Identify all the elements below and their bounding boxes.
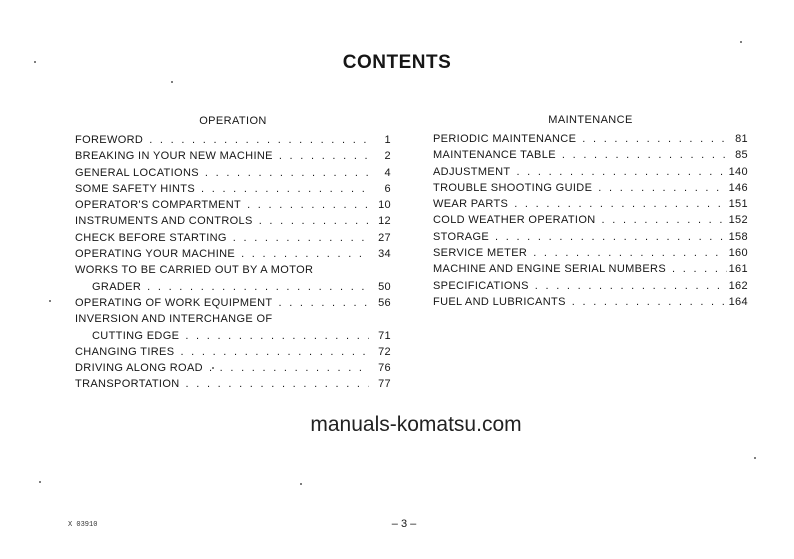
toc-entry-page: 161 <box>728 263 748 276</box>
toc-entry-label: INVERSION AND INTERCHANGE OF <box>75 313 273 326</box>
scan-speck <box>49 300 51 302</box>
toc-entry-label: OPERATING OF WORK EQUIPMENT <box>75 296 273 309</box>
dot-leader <box>233 230 369 246</box>
dot-leader <box>562 147 732 163</box>
dot-leader <box>572 294 727 310</box>
maintenance-toc-list <box>433 131 748 310</box>
toc-entry-label: PERIODIC MAINTENANCE <box>433 133 577 145</box>
toc-entry-changing-tires[interactable] <box>75 344 391 360</box>
dot-leader <box>209 360 369 376</box>
toc-entry-label: OPERATOR'S COMPARTMENT <box>75 199 242 212</box>
toc-entry-works-motor-grader-line2[interactable] <box>75 279 391 295</box>
dot-leader <box>205 165 369 181</box>
toc-entry-label: FUEL AND LUBRICANTS <box>433 295 566 308</box>
toc-entry-label: STORAGE <box>433 230 490 243</box>
toc-entry-cutting-edge-line2[interactable] <box>75 328 391 344</box>
toc-entry-label: GENERAL LOCATIONS <box>75 166 199 179</box>
toc-entry-specifications[interactable] <box>433 278 748 294</box>
toc-entry-label: MAINTENANCE TABLE <box>433 149 556 162</box>
scan-speck <box>740 41 742 43</box>
toc-entry-label: COLD WEATHER OPERATION <box>433 214 596 227</box>
toc-entry-transportation[interactable] <box>75 376 391 392</box>
toc-entry-service-meter[interactable] <box>433 245 748 261</box>
dot-leader <box>186 376 369 392</box>
toc-entry-label: GRADER <box>92 280 142 293</box>
toc-entry-label: CHECK BEFORE STARTING <box>75 231 227 244</box>
toc-entry-label: CUTTING EDGE <box>92 329 180 342</box>
toc-entry-label: SERVICE METER <box>433 247 528 260</box>
toc-entry-page: 152 <box>728 214 748 227</box>
page-number: – 3 – <box>391 518 417 530</box>
toc-entry-label: MACHINE AND ENGINE SERIAL NUMBERS <box>433 263 667 276</box>
document-code: X 03910 <box>68 521 98 529</box>
dot-leader <box>582 131 732 147</box>
dot-leader <box>514 196 726 212</box>
dot-leader <box>598 180 726 196</box>
toc-entry-works-motor-grader-line1[interactable] <box>75 262 391 278</box>
toc-entry-safety-hints[interactable] <box>75 181 391 197</box>
toc-entry-storage[interactable] <box>433 229 748 245</box>
toc-entry-label: OPERATING YOUR MACHINE <box>75 248 236 261</box>
toc-entry-page: 164 <box>728 295 748 308</box>
dot-leader <box>495 229 727 245</box>
dot-leader <box>279 148 369 164</box>
dot-leader <box>147 279 369 295</box>
toc-entry-page: 76 <box>378 362 391 375</box>
dot-leader <box>278 295 369 311</box>
toc-entry-page: 56 <box>378 296 391 309</box>
scan-speck <box>300 483 302 485</box>
toc-entry-wear-parts[interactable] <box>433 196 748 212</box>
toc-entry-page: 6 <box>384 182 391 195</box>
toc-entry-page: 50 <box>378 280 391 293</box>
dot-leader <box>185 328 369 344</box>
maintenance-section <box>433 113 748 310</box>
toc-entry-instruments-controls[interactable] <box>75 213 391 229</box>
toc-entry-page: 81 <box>735 133 748 145</box>
toc-entry-page: 27 <box>378 231 391 244</box>
toc-entry-periodic-maintenance[interactable] <box>433 131 748 147</box>
toc-entry-cutting-edge-line1[interactable] <box>75 311 391 327</box>
dot-leader <box>602 212 727 228</box>
toc-entry-page: 34 <box>378 248 391 261</box>
toc-entry-page: 12 <box>378 215 391 228</box>
toc-entry-page: 2 <box>384 150 391 163</box>
toc-entry-trouble-shooting[interactable] <box>433 180 748 196</box>
toc-entry-page: 72 <box>378 345 391 358</box>
toc-entry-label: BREAKING IN YOUR NEW MACHINE <box>75 150 273 163</box>
toc-entry-page: 77 <box>378 378 391 391</box>
dot-leader <box>259 213 369 229</box>
scan-speck <box>212 367 214 369</box>
toc-entry-page: 85 <box>735 149 748 162</box>
toc-entry-page: 151 <box>728 198 748 211</box>
dot-leader <box>241 246 369 262</box>
toc-entry-label: SOME SAFETY HINTS <box>75 182 196 195</box>
toc-entry-label: ADJUSTMENT <box>433 165 511 178</box>
toc-entry-page: 10 <box>378 199 391 212</box>
dot-leader <box>535 278 727 294</box>
toc-entry-label: CHANGING TIRES <box>75 345 175 358</box>
dot-leader <box>533 245 726 261</box>
toc-entry-label: WORKS TO BE CARRIED OUT BY A MOTOR <box>75 264 314 277</box>
dot-leader <box>201 181 369 197</box>
toc-entry-serial-numbers[interactable] <box>433 261 748 277</box>
scan-speck <box>34 61 36 63</box>
dot-leader <box>247 197 369 213</box>
toc-entry-maintenance-table[interactable] <box>433 147 748 163</box>
toc-entry-label: SPECIFICATIONS <box>433 279 529 292</box>
toc-entry-page: 4 <box>384 166 391 179</box>
scan-speck <box>39 481 41 483</box>
toc-entry-cold-weather[interactable] <box>433 212 748 228</box>
dot-leader <box>180 344 369 360</box>
toc-entry-general-locations[interactable] <box>75 165 391 181</box>
operation-toc-list <box>75 132 391 393</box>
toc-entry-check-before-starting[interactable] <box>75 230 391 246</box>
operation-heading: OPERATION <box>199 115 267 127</box>
scan-speck <box>754 457 756 459</box>
toc-entry-operating-machine[interactable] <box>75 246 391 262</box>
toc-entry-foreword[interactable] <box>75 132 391 148</box>
toc-entry-page: 140 <box>728 165 748 178</box>
toc-entry-label: WEAR PARTS <box>433 198 509 211</box>
dot-leader <box>516 164 726 180</box>
toc-entry-breaking-in[interactable] <box>75 148 391 164</box>
toc-entry-adjustment[interactable] <box>433 164 748 180</box>
toc-entry-label: TROUBLE SHOOTING GUIDE <box>433 181 593 194</box>
scan-speck <box>171 81 173 83</box>
toc-entry-work-equipment[interactable] <box>75 295 391 311</box>
toc-entry-operators-compartment[interactable] <box>75 197 391 213</box>
dot-leader <box>149 132 369 148</box>
toc-entry-label: FOREWORD <box>75 134 144 146</box>
toc-entry-fuel-lubricants[interactable] <box>433 294 748 310</box>
page-title: CONTENTS <box>342 52 452 73</box>
dot-leader <box>672 261 727 277</box>
toc-entry-page: 1 <box>384 134 391 146</box>
toc-entry-label: DRIVING ALONG ROAD <box>75 362 203 375</box>
toc-entry-page: 71 <box>378 329 391 342</box>
website-watermark: manuals-komatsu.com <box>310 413 522 436</box>
toc-entry-page: 158 <box>728 230 748 243</box>
maintenance-heading: MAINTENANCE <box>548 114 633 126</box>
operation-section <box>75 114 391 393</box>
toc-entry-label: TRANSPORTATION <box>75 378 180 391</box>
toc-entry-driving-along-road[interactable] <box>75 360 391 376</box>
toc-entry-page: 160 <box>728 247 748 260</box>
toc-entry-page: 146 <box>728 181 748 194</box>
toc-entry-page: 162 <box>728 279 748 292</box>
toc-entry-label: INSTRUMENTS AND CONTROLS <box>75 215 253 228</box>
